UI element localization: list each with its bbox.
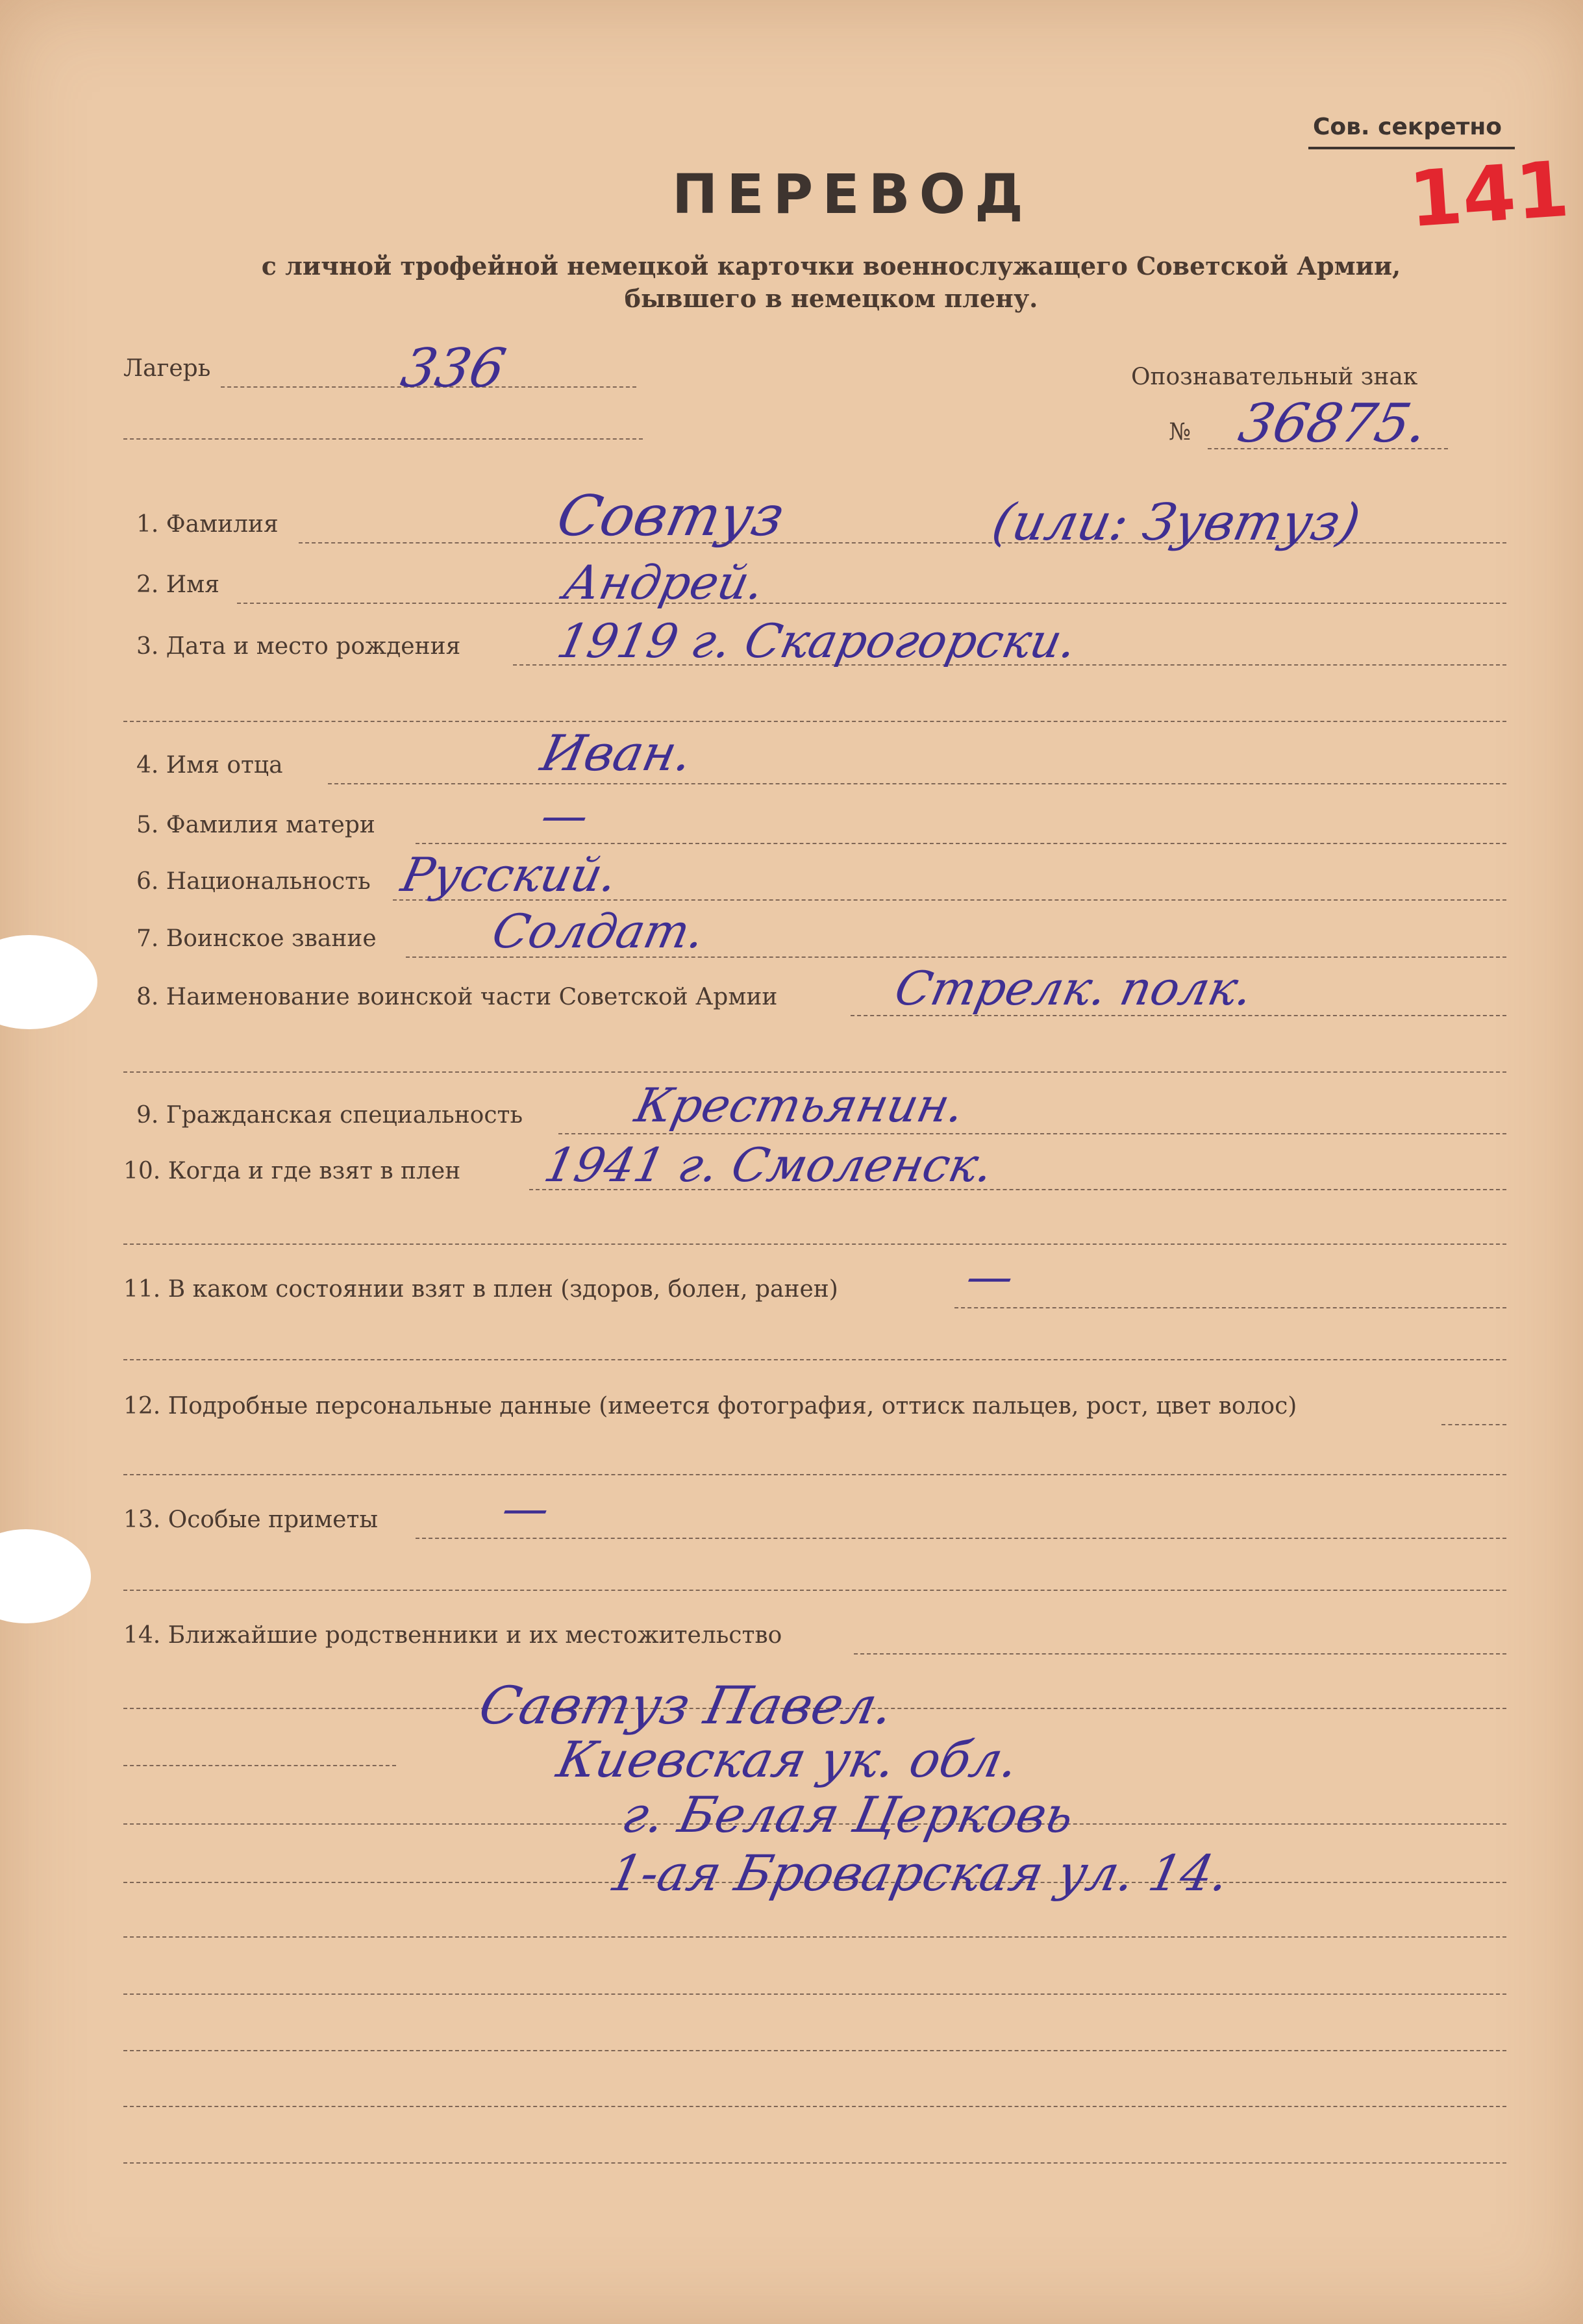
page-title: ПЕРЕВОД xyxy=(672,162,1032,226)
field-surname-alt-value: (или: Зувтуз) xyxy=(987,494,1365,552)
field-civil-line xyxy=(558,1133,1506,1134)
field-unit-value: Стрелк. полк. xyxy=(890,961,1258,1016)
relatives-entry-street: 1-ая Броварская ул. 14. xyxy=(604,1844,1235,1902)
field-surname-value: Совтуз xyxy=(551,484,790,549)
field-unit-label: 8. Наименование воинской части Советской Армии xyxy=(136,984,778,1010)
field-nationality-value: Русский. xyxy=(397,847,623,902)
field-name-value: Андрей. xyxy=(559,555,769,610)
field-birth-label: 3. Дата и место рождения xyxy=(136,633,461,660)
field-father-value: Иван. xyxy=(536,724,698,782)
field-condition-value: — xyxy=(962,1250,1019,1303)
field-relatives-line-2 xyxy=(123,1765,396,1766)
field-condition-line xyxy=(954,1307,1506,1308)
field-captured-label: 10. Когда и где взят в плен xyxy=(123,1158,461,1184)
field-relatives-label: 14. Ближайшие родственники и их местожительство xyxy=(123,1622,782,1649)
field-name-label: 2. Имя xyxy=(136,571,219,598)
camp-line-2 xyxy=(123,438,643,440)
field-personal-label: 12. Подробные персональные данные (имеется фотография, оттиск пальцев, рост, цвет волос) xyxy=(123,1393,1297,1419)
page-subtitle: с личной трофейной немецкой карточки военнослужащего Советской Армии, бывшего в немецком плену. xyxy=(261,251,1401,313)
field-father-line xyxy=(328,783,1506,784)
field-rank-label: 7. Воинское звание xyxy=(136,925,377,952)
id-tag-label: Опознавательный знак xyxy=(1131,364,1418,390)
field-relatives-line-8 xyxy=(123,2106,1506,2107)
binding-hole-top xyxy=(0,935,97,1029)
field-captured-value: 1941 г. Смоленск. xyxy=(540,1138,999,1192)
field-civil-value: Крестьянин. xyxy=(630,1078,969,1132)
field-captured-line-2 xyxy=(123,1243,1506,1245)
field-mother-value: — xyxy=(536,789,593,842)
relatives-entry-city: г. Белая Церковь xyxy=(617,1786,1079,1843)
camp-label: Лагерь xyxy=(123,355,211,382)
field-condition-line-2 xyxy=(123,1359,1506,1360)
field-relatives-line-5 xyxy=(123,1936,1506,1938)
field-marks-label: 13. Особые приметы xyxy=(123,1506,379,1533)
field-civil-label: 9. Гражданская специальность xyxy=(136,1102,523,1129)
field-relatives-line-6 xyxy=(123,1993,1506,1995)
field-mother-line xyxy=(416,843,1506,844)
binding-hole-bottom xyxy=(0,1529,91,1623)
field-birth-value: 1919 г. Скарогорски. xyxy=(553,614,1082,668)
id-tag-number-label: № xyxy=(1169,419,1191,445)
field-relatives-line-9 xyxy=(123,2162,1506,2164)
field-personal-line-2 xyxy=(123,1474,1506,1475)
relatives-entry-region: Киевская ук. обл. xyxy=(552,1731,1024,1788)
field-unit-line-2 xyxy=(123,1071,1506,1073)
field-personal-line xyxy=(1441,1424,1506,1425)
field-surname-label: 1. Фамилия xyxy=(136,511,279,538)
field-marks-value: — xyxy=(497,1482,555,1535)
field-marks-line xyxy=(416,1538,1506,1539)
field-condition-label: 11. В каком состоянии взят в плен (здоров, болен, ранен) xyxy=(123,1276,838,1303)
archive-number: 141 xyxy=(1406,144,1572,245)
field-name-line xyxy=(237,603,1506,604)
classification-stamp: Сов. секретно xyxy=(1313,114,1502,140)
field-marks-line-2 xyxy=(123,1590,1506,1591)
field-mother-label: 5. Фамилия матери xyxy=(136,812,375,838)
camp-value: 336 xyxy=(395,338,511,399)
field-father-label: 4. Имя отца xyxy=(136,752,283,779)
field-relatives-line-7 xyxy=(123,2050,1506,2051)
field-relatives-line-0 xyxy=(854,1653,1506,1655)
id-tag-value: 36875. xyxy=(1233,393,1434,455)
field-birth-line-2 xyxy=(123,721,1506,722)
relatives-entry-name: Савтуз Павел. xyxy=(474,1675,899,1736)
field-rank-value: Солдат. xyxy=(488,904,710,958)
field-nationality-label: 6. Национальность xyxy=(136,868,371,895)
